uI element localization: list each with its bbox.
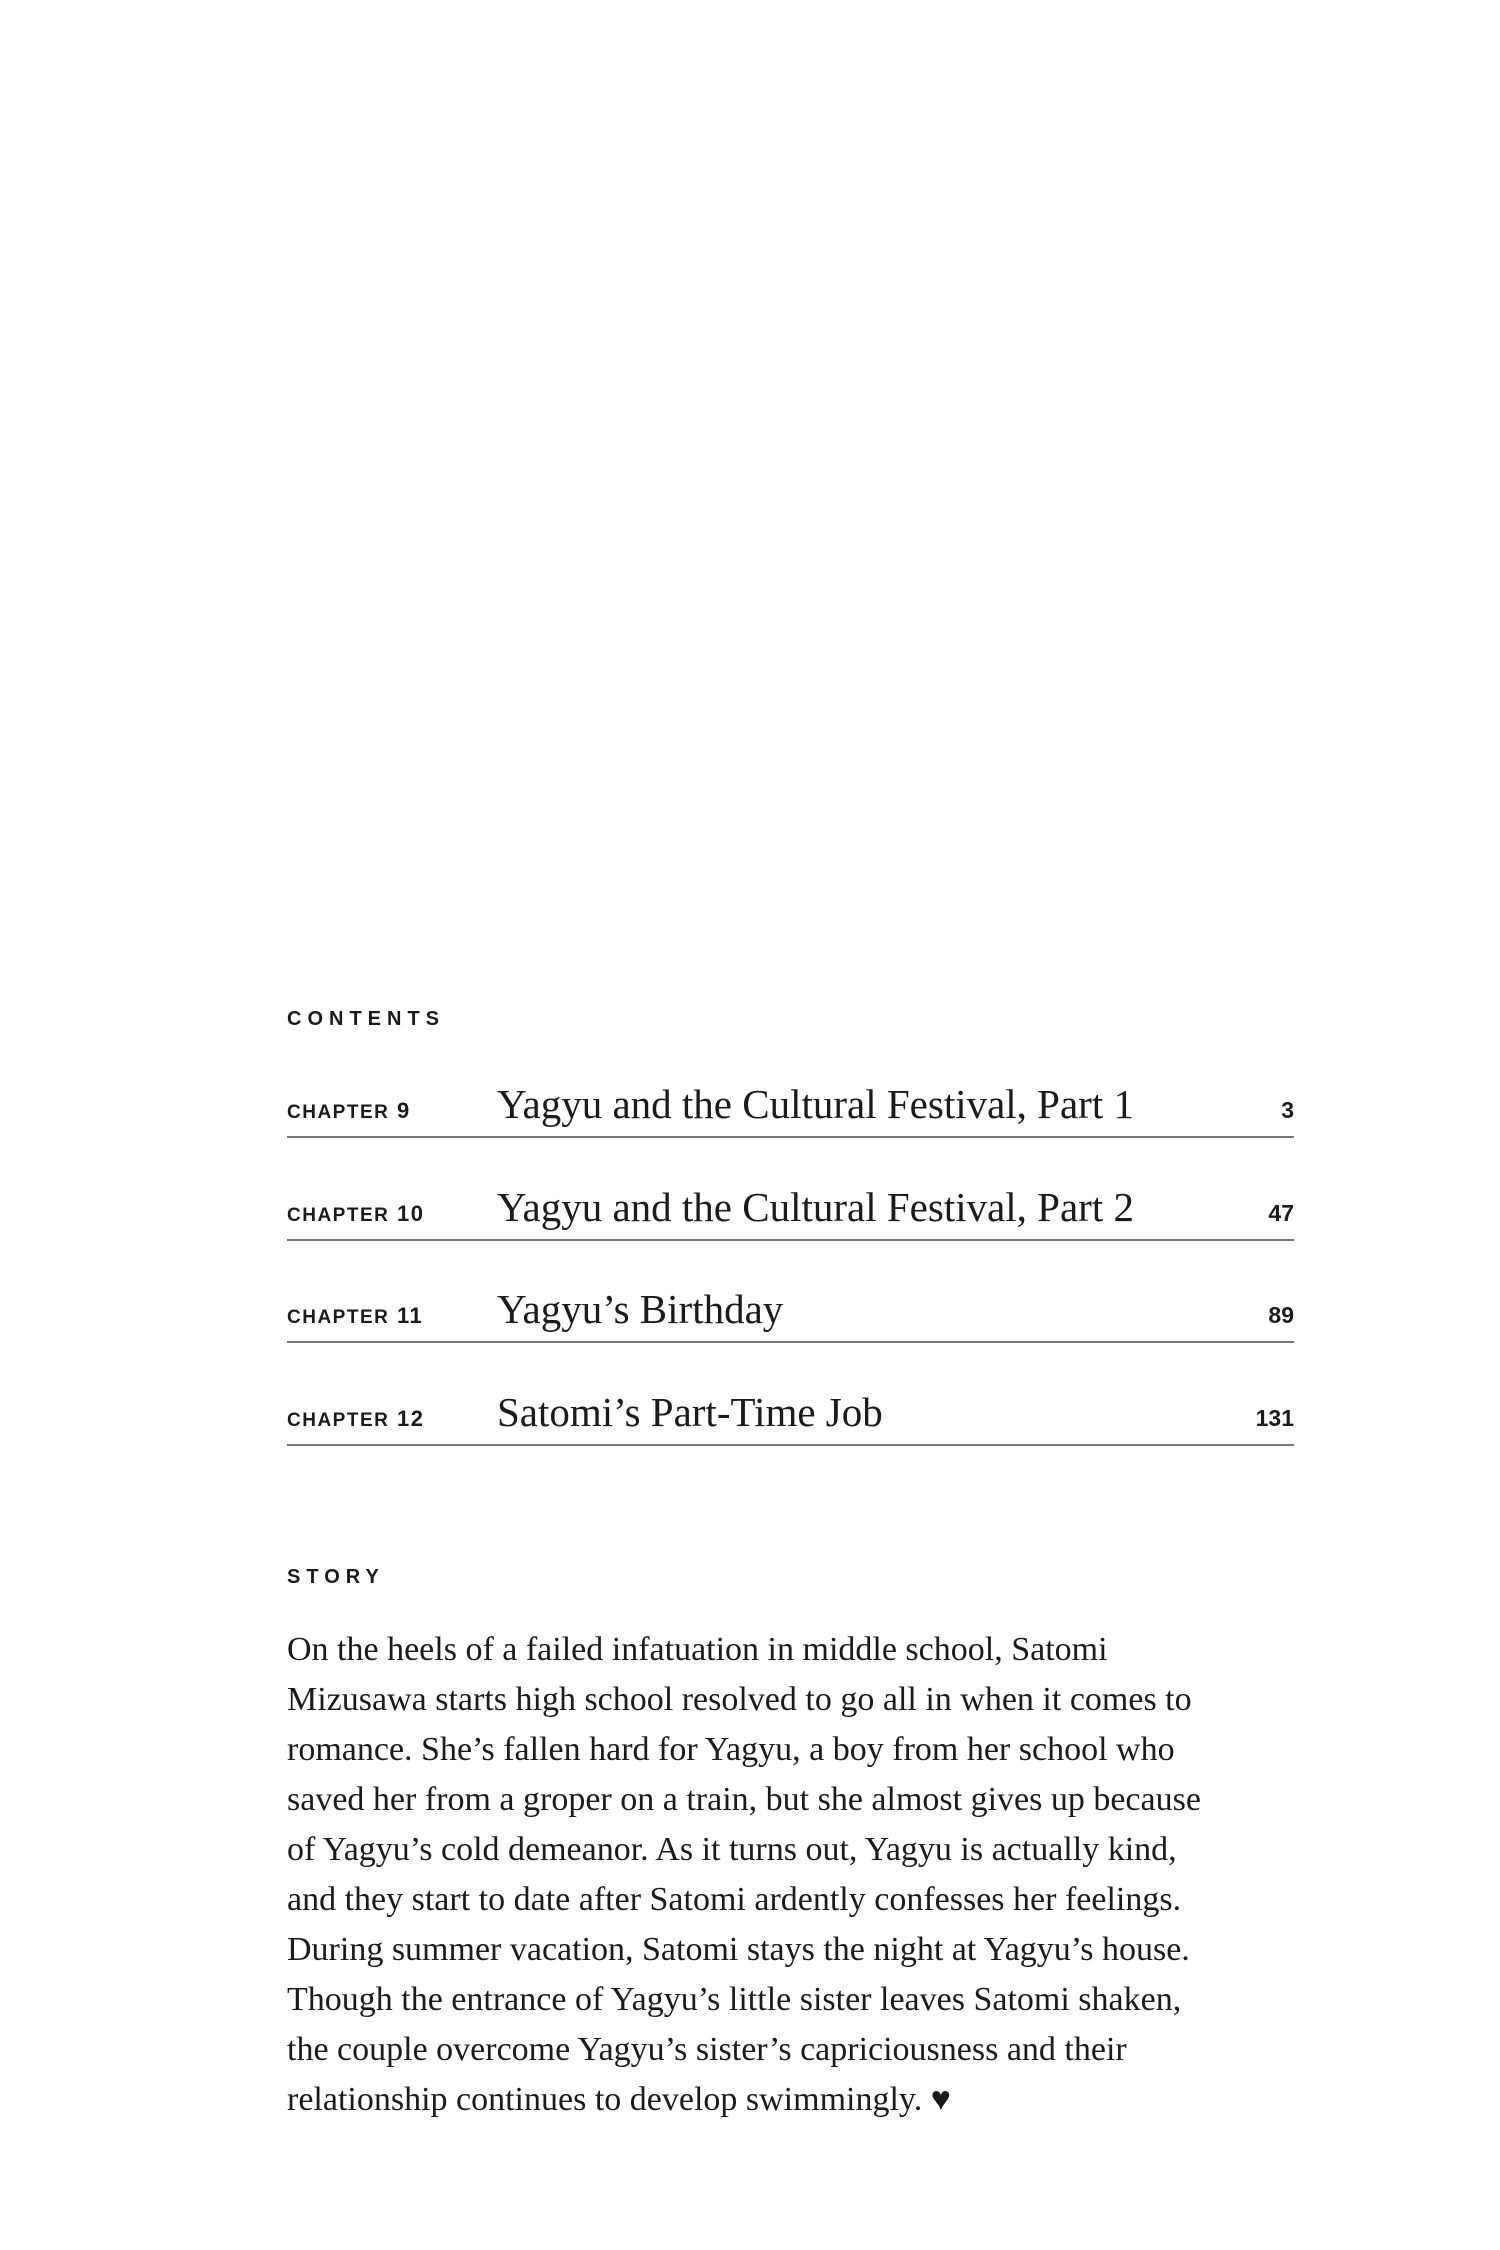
contents-heading: CONTENTS bbox=[287, 1008, 445, 1030]
chapter-title: Satomi’s Part-Time Job bbox=[497, 1389, 883, 1435]
story-line: Though the entrance of Yagyu’s little sister leaves Satomi shaken, bbox=[287, 1981, 1182, 2018]
story-line: of Yagyu’s cold demeanor. As it turns out, Yagyu is actually kind, bbox=[287, 1831, 1177, 1868]
chapter-title: Yagyu’s Birthday bbox=[497, 1286, 784, 1332]
toc-row[interactable] bbox=[287, 1179, 1294, 1241]
chapter-title: Yagyu and the Cultural Festival, Part 1 bbox=[497, 1081, 1134, 1127]
page-number: 131 bbox=[1255, 1405, 1294, 1431]
chapter-label: CHAPTER 9 bbox=[287, 1098, 411, 1123]
story-line: saved her from a groper on a train, but she almost gives up because bbox=[287, 1781, 1201, 1818]
chapter-title: Yagyu and the Cultural Festival, Part 2 bbox=[497, 1184, 1134, 1230]
toc-row[interactable] bbox=[287, 1384, 1294, 1446]
toc-row[interactable] bbox=[287, 1281, 1294, 1343]
page-number: 3 bbox=[1281, 1097, 1294, 1123]
story-heading: STORY bbox=[287, 1566, 385, 1588]
story-line: Mizusawa starts high school resolved to go all in when it comes to bbox=[287, 1681, 1192, 1718]
toc-row[interactable] bbox=[287, 1076, 1294, 1138]
page-number: 47 bbox=[1268, 1200, 1294, 1226]
page-number: 89 bbox=[1268, 1302, 1294, 1328]
story-line: romance. She’s fallen hard for Yagyu, a boy from her school who bbox=[287, 1731, 1175, 1768]
chapter-label: CHAPTER 10 bbox=[287, 1201, 425, 1226]
story-line: On the heels of a failed infatuation in middle school, Satomi bbox=[287, 1631, 1108, 1668]
story-text bbox=[287, 1625, 1201, 2125]
chapter-label: CHAPTER 12 bbox=[287, 1406, 425, 1431]
story-line: the couple overcome Yagyu’s sister’s capriciousness and their bbox=[287, 2031, 1127, 2068]
story-line: relationship continues to develop swimmingly. ♥ bbox=[287, 2081, 951, 2118]
story-line: During summer vacation, Satomi stays the night at Yagyu’s house. bbox=[287, 1931, 1190, 1968]
story-line: and they start to date after Satomi ardently confesses her feelings. bbox=[287, 1881, 1182, 1918]
chapter-label: CHAPTER 11 bbox=[287, 1303, 424, 1328]
